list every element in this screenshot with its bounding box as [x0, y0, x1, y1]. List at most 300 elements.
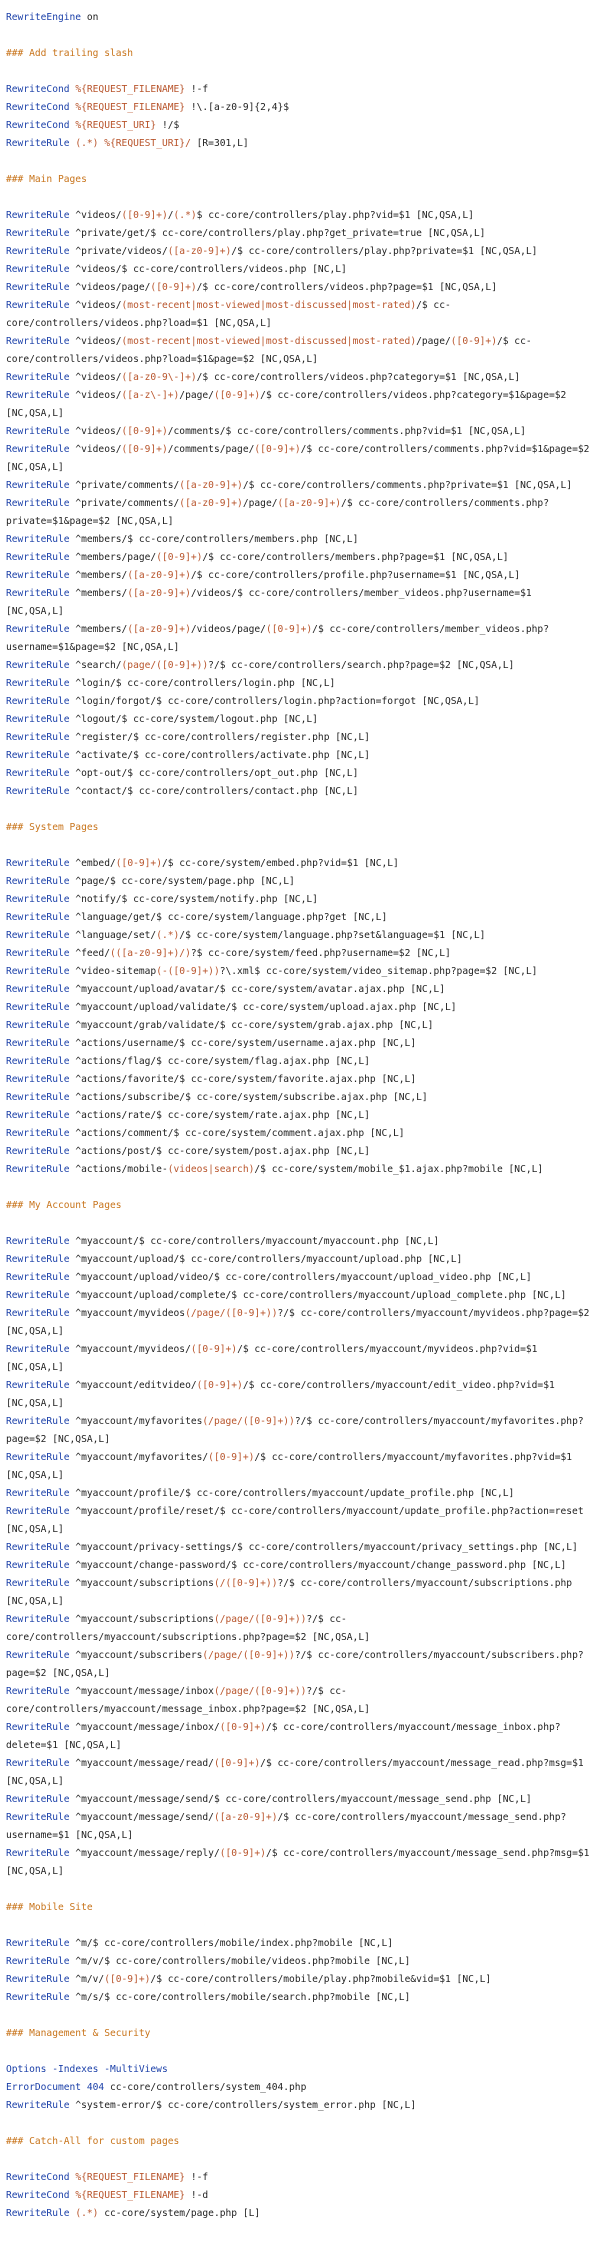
code-text: /videos/$ cc-core/controllers/member_videos.php?username=$1 [NC,QSA,L]	[6, 588, 532, 617]
code-line	[6, 783, 594, 801]
directive-token: RewriteCond	[6, 2190, 70, 2201]
code-text: ^myaccount/myvideos/	[69, 1344, 191, 1355]
code-line	[6, 1989, 594, 2007]
directive-token: RewriteRule	[6, 660, 70, 671]
blank-line	[6, 1881, 594, 1899]
directive-token: RewriteRule	[6, 1974, 70, 1985]
directive-token: RewriteRule	[6, 300, 70, 311]
code-text: ^actions/rate/$ cc-core/system/rate.ajax.php [NC,L]	[69, 1110, 370, 1121]
code-text: ^videos/	[69, 210, 122, 221]
directive-token: RewriteRule	[6, 1092, 70, 1103]
code-text: ?/$ cc-core/controllers/search.php?page=$2 [NC,QSA,L]	[208, 660, 515, 671]
pattern-token: ([0-9]+)	[219, 1722, 266, 1733]
code-line	[6, 1809, 594, 1845]
code-text: /$ cc-core/controllers/play.php?private=$1 [NC,QSA,L]	[231, 246, 538, 257]
code-text: ^search/	[69, 660, 122, 671]
code-text: /$ cc-core/system/language.php?set&language=$1 [NC,L]	[179, 930, 486, 941]
code-line	[6, 117, 594, 135]
code-line	[6, 693, 594, 711]
blank-line	[6, 801, 594, 819]
code-text: /$ cc-core/controllers/myaccount/message_read.php?msg=$1 [NC,QSA,L]	[6, 1758, 584, 1787]
code-line	[6, 747, 594, 765]
code-text: [R=301,L]	[190, 138, 249, 149]
code-line	[6, 1575, 594, 1611]
directive-token: RewriteCond	[6, 2172, 70, 2183]
pattern-token: ([0-9]+)	[265, 624, 313, 635]
pattern-token: %{REQUEST_URI}/	[104, 138, 191, 149]
directive-token: RewriteRule	[6, 1128, 70, 1139]
code-line	[6, 1935, 594, 1953]
directive-token: RewriteRule	[6, 534, 70, 545]
pattern-token: ([0-9]+)	[213, 1758, 261, 1769]
code-text: /$ cc-core/controllers/videos.php?load=$1&page=$2 [NC,QSA,L]	[6, 336, 532, 365]
code-line	[6, 1089, 594, 1107]
code-text: ^myaccount/upload/video/$ cc-core/controllers/myaccount/upload_video.php [NC,L]	[69, 1272, 532, 1283]
directive-token: RewriteRule	[6, 984, 70, 995]
code-text: /$ cc-core/controllers/videos.php?category=$1 [NC,QSA,L]	[196, 372, 521, 383]
code-text: ^myaccount/privacy-settings/$ cc-core/controllers/myaccount/privacy_settings.php [NC,L]	[69, 1542, 578, 1553]
code-text: /$ cc-core/system/mobile_$1.ajax.php?mobile [NC,L]	[254, 1164, 544, 1175]
code-text: ^page/$ cc-core/system/page.php [NC,L]	[69, 876, 295, 887]
code-line	[6, 99, 594, 117]
code-line	[6, 1791, 594, 1809]
code-text: ?/$ cc-core/controllers/myaccount/subscriptions.php [NC,QSA,L]	[6, 1578, 573, 1607]
code-text: ^myaccount/myfavorites	[69, 1416, 203, 1427]
code-line	[6, 567, 594, 585]
code-text: ^m/$ cc-core/controllers/mobile/index.php?mobile [NC,L]	[69, 1938, 393, 1949]
directive-token: RewriteRule	[6, 894, 70, 905]
directive-token: RewriteRule	[6, 2208, 70, 2219]
section-comment: ### Add trailing slash	[6, 48, 134, 59]
blank-line	[6, 1179, 594, 1197]
code-text: cc-core/system/page.php [L]	[98, 2208, 261, 2219]
directive-token: RewriteRule	[6, 1542, 70, 1553]
directive-token: RewriteRule	[6, 696, 70, 707]
pattern-token: ([0-9]+)	[121, 426, 168, 437]
directive-token: RewriteRule	[6, 390, 70, 401]
code-text: /$ cc-core/controllers/comments.php?vid=$1&page=$2 [NC,QSA,L]	[6, 444, 590, 473]
code-line	[6, 1755, 594, 1791]
code-text: ^contact/$ cc-core/controllers/contact.php [NC,L]	[69, 786, 359, 797]
code-line	[6, 1035, 594, 1053]
code-text: ^language/set/	[69, 930, 157, 941]
code-text: /$ cc-core/controllers/comments.php?private=$1&page=$2 [NC,QSA,L]	[6, 498, 549, 527]
directive-token: RewriteRule	[6, 1848, 70, 1859]
code-line	[6, 1449, 594, 1485]
code-text: ^m/v/	[69, 1974, 105, 1985]
code-text: /page/	[242, 498, 278, 509]
code-text: ^video-sitemap	[69, 966, 157, 977]
directive-token: RewriteRule	[6, 1416, 70, 1427]
code-line	[6, 1305, 594, 1341]
code-line	[6, 1683, 594, 1719]
directive-token: RewriteRule	[6, 1380, 70, 1391]
code-text: ^myaccount/upload/validate/$ cc-core/system/upload.ajax.php [NC,L]	[69, 1002, 457, 1013]
pattern-token: ([0-9]+)	[196, 1380, 243, 1391]
pattern-token: %{REQUEST_FILENAME}	[75, 2172, 186, 2183]
code-line	[6, 855, 594, 873]
code-line	[6, 1017, 594, 1035]
code-text: /$ cc-core/controllers/myaccount/myvideos.php?vid=$1 [NC,QSA,L]	[6, 1344, 538, 1373]
code-line	[6, 1971, 594, 1989]
pattern-token: (most-recent|most-viewed|most-discussed|most-rated)	[121, 336, 417, 347]
code-line	[6, 477, 594, 495]
blank-line	[6, 153, 594, 171]
directive-token: RewriteRule	[6, 1992, 70, 2003]
code-text: /comments/page/	[167, 444, 255, 455]
code-text: ^system-error/$ cc-core/controllers/system_error.php [NC,L]	[69, 2100, 417, 2111]
directive-token: RewriteRule	[6, 1110, 70, 1121]
code-line	[6, 1647, 594, 1683]
code-line	[6, 891, 594, 909]
code-line	[6, 1161, 594, 1179]
code-line	[6, 2187, 594, 2205]
code-line	[6, 945, 594, 963]
code-text: /$ cc-core/controllers/profile.php?username=$1 [NC,QSA,L]	[190, 570, 521, 581]
code-text: on	[81, 12, 99, 23]
code-text: ^feed/	[69, 948, 110, 959]
code-text: /videos/page/	[190, 624, 266, 635]
directive-token: RewriteRule	[6, 498, 70, 509]
directive-token: RewriteRule	[6, 570, 70, 581]
directive-token: RewriteRule	[6, 1074, 70, 1085]
code-line	[6, 441, 594, 477]
code-line	[6, 1557, 594, 1575]
code-line	[6, 1341, 594, 1377]
code-text: ^private/comments/	[69, 480, 180, 491]
pattern-token: (/([0-9]+))	[213, 1578, 278, 1589]
code-line	[6, 333, 594, 369]
code-line	[6, 1953, 594, 1971]
pattern-token: (-([0-9]+))	[156, 966, 220, 977]
code-text: ^myaccount/subscribers	[69, 1650, 203, 1661]
pattern-token: ([0-9]+)	[104, 1974, 151, 1985]
code-text: /$ cc-core/controllers/videos.php?load=$1 [NC,QSA,L]	[6, 300, 451, 329]
pattern-token: ([0-9]+)	[115, 858, 162, 869]
code-line	[6, 369, 594, 387]
code-text: ^login/forgot/$ cc-core/controllers/login.php?action=forgot [NC,QSA,L]	[69, 696, 480, 707]
code-text: ^actions/mobile-	[69, 1164, 168, 1175]
directive-token: RewriteRule	[6, 1290, 70, 1301]
code-text: ^myaccount/myfavorites/	[69, 1452, 209, 1463]
section-comment: ### My Account Pages	[6, 1200, 122, 1211]
code-text: /$ cc-core/controllers/myaccount/message_send.php?username=$1 [NC,QSA,L]	[6, 1812, 567, 1841]
code-line	[6, 909, 594, 927]
code-line	[6, 225, 594, 243]
pattern-token: %{REQUEST_FILENAME}	[75, 102, 186, 113]
code-line	[6, 1125, 594, 1143]
directive-token: RewriteRule	[6, 768, 70, 779]
pattern-token: (page/([0-9]+))	[121, 660, 209, 671]
pattern-token: (/page/([0-9]+))	[185, 1308, 278, 1319]
pattern-token: ([a-z0-9]+)	[213, 1812, 278, 1823]
code-text: ^myaccount/upload/$ cc-core/controllers/myaccount/upload.php [NC,L]	[69, 1254, 463, 1265]
pattern-token: (videos|search)	[167, 1164, 255, 1175]
directive-token: RewriteRule	[6, 264, 70, 275]
pattern-token: ([0-9]+)	[213, 390, 261, 401]
code-text: ^myaccount/subscriptions	[69, 1614, 214, 1625]
pattern-token: ([0-9]+)	[208, 1452, 255, 1463]
code-line	[6, 675, 594, 693]
pattern-token: (/page/([0-9]+))	[202, 1416, 295, 1427]
code-line	[6, 1053, 594, 1071]
directive-token: RewriteEngine	[6, 12, 82, 23]
directive-token: RewriteRule	[6, 1794, 70, 1805]
section-comment: ### System Pages	[6, 822, 99, 833]
code-line	[6, 1413, 594, 1449]
directive-token: RewriteCond	[6, 120, 70, 131]
code-line	[6, 927, 594, 945]
directive-token: RewriteCond	[6, 102, 70, 113]
blank-line	[6, 837, 594, 855]
code-text: !-f	[185, 2172, 209, 2183]
directive-token: RewriteRule	[6, 624, 70, 635]
code-text: /$ cc-core/controllers/myaccount/message_inbox.php?delete=$1 [NC,QSA,L]	[6, 1722, 561, 1751]
directive-token: RewriteRule	[6, 876, 70, 887]
pattern-token: ([a-z0-9]+)	[127, 570, 191, 581]
code-text: ^embed/	[69, 858, 116, 869]
code-text: ?/$ cc-core/controllers/myaccount/subscribers.php?page=$2 [NC,QSA,L]	[6, 1650, 584, 1679]
pattern-token: (.*)	[75, 138, 99, 149]
code-text: ^videos/	[69, 300, 122, 311]
code-text: ^myaccount/message/reply/	[69, 1848, 220, 1859]
directive-token: RewriteRule	[6, 948, 70, 959]
pattern-token: ([a-z0-9]+)	[127, 588, 191, 599]
pattern-token: ([a-z0-9]+)	[127, 624, 191, 635]
pattern-token: ([a-z0-9]+)	[179, 498, 243, 509]
code-text: ^m/s/$ cc-core/controllers/mobile/search.php?mobile [NC,L]	[69, 1992, 411, 2003]
directive-token: RewriteRule	[6, 1722, 70, 1733]
directive-token: RewriteRule	[6, 246, 70, 257]
code-text: ^private/comments/	[69, 498, 180, 509]
code-line	[6, 135, 594, 153]
code-text: ^private/get/$ cc-core/controllers/play.php?get_private=true [NC,QSA,L]	[69, 228, 486, 239]
directive-token: RewriteRule	[6, 786, 70, 797]
pattern-token: (.*)	[173, 210, 197, 221]
code-line	[6, 2061, 594, 2079]
code-text: ^opt-out/$ cc-core/controllers/opt_out.php [NC,L]	[69, 768, 359, 779]
directive-token: ErrorDocument	[6, 2082, 82, 2093]
code-line	[6, 1503, 594, 1539]
code-line	[6, 999, 594, 1017]
directive-token: RewriteRule	[6, 1758, 70, 1769]
code-text: /page/	[416, 336, 451, 347]
code-line	[6, 1377, 594, 1413]
code-line	[6, 657, 594, 675]
code-text: !\.[a-z0-9]{2,4}$	[185, 102, 290, 113]
code-line	[6, 585, 594, 621]
code-line	[6, 2169, 594, 2187]
code-text: ^myaccount/message/send/$ cc-core/controllers/myaccount/message_send.php [NC,L]	[69, 1794, 532, 1805]
code-line	[6, 1269, 594, 1287]
directive-token: RewriteRule	[6, 1812, 70, 1823]
code-line	[6, 531, 594, 549]
code-line	[6, 981, 594, 999]
directive-token: RewriteRule	[6, 750, 70, 761]
code-text: cc-core/controllers/system_404.php	[104, 2082, 307, 2093]
directive-token: RewriteRule	[6, 966, 70, 977]
pattern-token: (/page/([0-9]+))	[213, 1614, 307, 1625]
code-text: ^members/	[69, 624, 128, 635]
directive-token: RewriteRule	[6, 1254, 70, 1265]
code-text: ?/$ cc-core/controllers/myaccount/myvideos.php?page=$2 [NC,QSA,L]	[6, 1308, 590, 1337]
code-line	[6, 711, 594, 729]
code-text: ^language/get/$ cc-core/system/language.php?get [NC,L]	[69, 912, 388, 923]
directive-token: RewriteRule	[6, 444, 70, 455]
code-text: ?/$ cc-core/controllers/myaccount/myfavorites.php?page=$2 [NC,QSA,L]	[6, 1416, 584, 1445]
pattern-token: ([a-z0-9]+)	[167, 246, 232, 257]
code-line	[6, 1107, 594, 1125]
directive-token: RewriteCond	[6, 84, 70, 95]
directive-token: RewriteRule	[6, 1506, 70, 1517]
directive-token: RewriteRule	[6, 1164, 70, 1175]
code-text: ^videos/$ cc-core/controllers/videos.php [NC,L]	[69, 264, 347, 275]
code-text: !-f	[185, 84, 209, 95]
directive-token: RewriteRule	[6, 1236, 70, 1247]
code-line	[6, 261, 594, 279]
code-line	[6, 1539, 594, 1557]
pattern-token: ([a-z0-9]+)	[277, 498, 342, 509]
directive-token: RewriteRule	[6, 372, 70, 383]
pattern-token: %{REQUEST_FILENAME}	[75, 84, 186, 95]
directive-token: RewriteRule	[6, 1344, 70, 1355]
code-text: ^members/page/	[69, 552, 157, 563]
directive-token: RewriteRule	[6, 282, 70, 293]
blank-line	[6, 2115, 594, 2133]
blank-line	[6, 189, 594, 207]
code-text: ^myaccount/profile/reset/$ cc-core/controllers/myaccount/update_profile.php?action=reset [NC,QSA,L]	[6, 1506, 584, 1535]
code-line	[6, 873, 594, 891]
blank-line	[6, 1215, 594, 1233]
code-line	[6, 495, 594, 531]
directive-token: RewriteRule	[6, 1488, 70, 1499]
code-line	[6, 243, 594, 261]
code-text: !/$	[156, 120, 180, 131]
code-text: /page/	[179, 390, 214, 401]
code-text: ^logout/$ cc-core/system/logout.php [NC,L]	[69, 714, 318, 725]
section-comment: ### Main Pages	[6, 174, 87, 185]
directive-token: RewriteRule	[6, 1956, 70, 1967]
code-line	[6, 297, 594, 333]
pattern-token: (.*)	[75, 2208, 99, 2219]
directive-token: -Indexes -MultiViews	[52, 2064, 168, 2075]
directive-token: RewriteRule	[6, 588, 70, 599]
directive-token: RewriteRule	[6, 714, 70, 725]
code-text: ^videos/	[69, 426, 122, 437]
code-line	[6, 1485, 594, 1503]
code-text: ^login/$ cc-core/controllers/login.php [NC,L]	[69, 678, 336, 689]
code-text: ^myaccount/change-password/$ cc-core/controllers/myaccount/change_password.php [NC,L]	[69, 1560, 567, 1571]
code-text: ^actions/post/$ cc-core/system/post.ajax.php [NC,L]	[69, 1146, 370, 1157]
code-text: ^videos/	[69, 336, 122, 347]
code-text: ^myaccount/message/send/	[69, 1812, 214, 1823]
code-text: ^videos/	[69, 390, 122, 401]
pattern-token: ([0-9]+)	[190, 1344, 238, 1355]
code-text: ^videos/	[69, 444, 122, 455]
blank-line	[6, 1917, 594, 1935]
code-line	[6, 387, 594, 423]
pattern-token: (/page/([0-9]+))	[202, 1650, 295, 1661]
directive-token: RewriteRule	[6, 1038, 70, 1049]
code-text: /$ cc-core/controllers/myaccount/message_send.php?msg=$1 [NC,QSA,L]	[6, 1848, 590, 1877]
directive-token: RewriteRule	[6, 1272, 70, 1283]
code-line	[6, 2205, 594, 2223]
directive-token: RewriteRule	[6, 1146, 70, 1157]
code-line	[6, 1719, 594, 1755]
code-text: ^myaccount/subscriptions	[69, 1578, 214, 1589]
code-line	[6, 81, 594, 99]
directive-token: 404	[86, 2082, 105, 2093]
directive-token: RewriteRule	[6, 480, 70, 491]
code-text: /$ cc-core/controllers/videos.php?page=$1 [NC,QSA,L]	[196, 282, 497, 293]
directive-token: RewriteRule	[6, 426, 70, 437]
directive-token: RewriteRule	[6, 2100, 70, 2111]
directive-token: RewriteRule	[6, 678, 70, 689]
directive-token: RewriteRule	[6, 1686, 70, 1697]
code-text: ^actions/subscribe/$ cc-core/system/subscribe.ajax.php [NC,L]	[69, 1092, 428, 1103]
code-text: ^myaccount/message/read/	[69, 1758, 214, 1769]
directive-token: RewriteRule	[6, 732, 70, 743]
code-text: ^actions/flag/$ cc-core/system/flag.ajax.php [NC,L]	[69, 1056, 370, 1067]
code-text: /$ cc-core/system/embed.php?vid=$1 [NC,L]	[161, 858, 399, 869]
section-comment: ### Management & Security	[6, 2028, 151, 2039]
directive-token: RewriteRule	[6, 912, 70, 923]
code-text: ?$ cc-core/system/feed.php?username=$2 [NC,L]	[190, 948, 451, 959]
pattern-token: %{REQUEST_FILENAME}	[75, 2190, 186, 2201]
code-text: ^videos/page/	[69, 282, 151, 293]
directive-token: RewriteRule	[6, 1560, 70, 1571]
code-line	[6, 2079, 594, 2097]
pattern-token: ([0-9]+)	[121, 444, 168, 455]
blank-line	[6, 2007, 594, 2025]
code-text: ^myaccount/message/inbox/	[69, 1722, 220, 1733]
code-text: ^activate/$ cc-core/controllers/activate.php [NC,L]	[69, 750, 370, 761]
directive-token: RewriteRule	[6, 1056, 70, 1067]
code-text: /$ cc-core/controllers/myaccount/edit_video.php?vid=$1 [NC,QSA,L]	[6, 1380, 555, 1409]
pattern-token: (/page/([0-9]+))	[213, 1686, 307, 1697]
code-text: !-d	[185, 2190, 209, 2201]
code-line	[6, 1287, 594, 1305]
directive-token: RewriteRule	[6, 1020, 70, 1031]
code-line	[6, 549, 594, 567]
pattern-token: (most-recent|most-viewed|most-discussed|most-rated)	[121, 300, 417, 311]
code-text: ^private/videos/	[69, 246, 168, 257]
code-text: ^videos/	[69, 372, 122, 383]
section-comment: ### Mobile Site	[6, 1902, 93, 1913]
pattern-token: (([a-z0-9]+)/)	[109, 948, 191, 959]
code-text: $ cc-core/controllers/play.php?vid=$1 [NC,QSA,L]	[196, 210, 474, 221]
code-line	[6, 1071, 594, 1089]
code-line	[6, 423, 594, 441]
pattern-token: ([0-9]+)	[121, 210, 168, 221]
code-text: ^members/	[69, 570, 128, 581]
directive-token: RewriteRule	[6, 228, 70, 239]
directive-token: RewriteRule	[6, 1578, 70, 1589]
directive-token: RewriteRule	[6, 210, 70, 221]
blank-line	[6, 2043, 594, 2061]
pattern-token: %{REQUEST_URI}	[75, 120, 157, 131]
pattern-token: ([0-9]+)	[254, 444, 301, 455]
pattern-token: ([a-z0-9\-]+)	[121, 372, 197, 383]
code-line	[6, 729, 594, 747]
code-line	[6, 9, 594, 27]
directive-token: RewriteRule	[6, 138, 70, 149]
code-text: /$ cc-core/controllers/videos.php?category=$1&page=$2 [NC,QSA,L]	[6, 390, 567, 419]
directive-token: RewriteRule	[6, 1002, 70, 1013]
code-line	[6, 279, 594, 297]
code-line	[6, 1845, 594, 1881]
blank-line	[6, 2151, 594, 2169]
